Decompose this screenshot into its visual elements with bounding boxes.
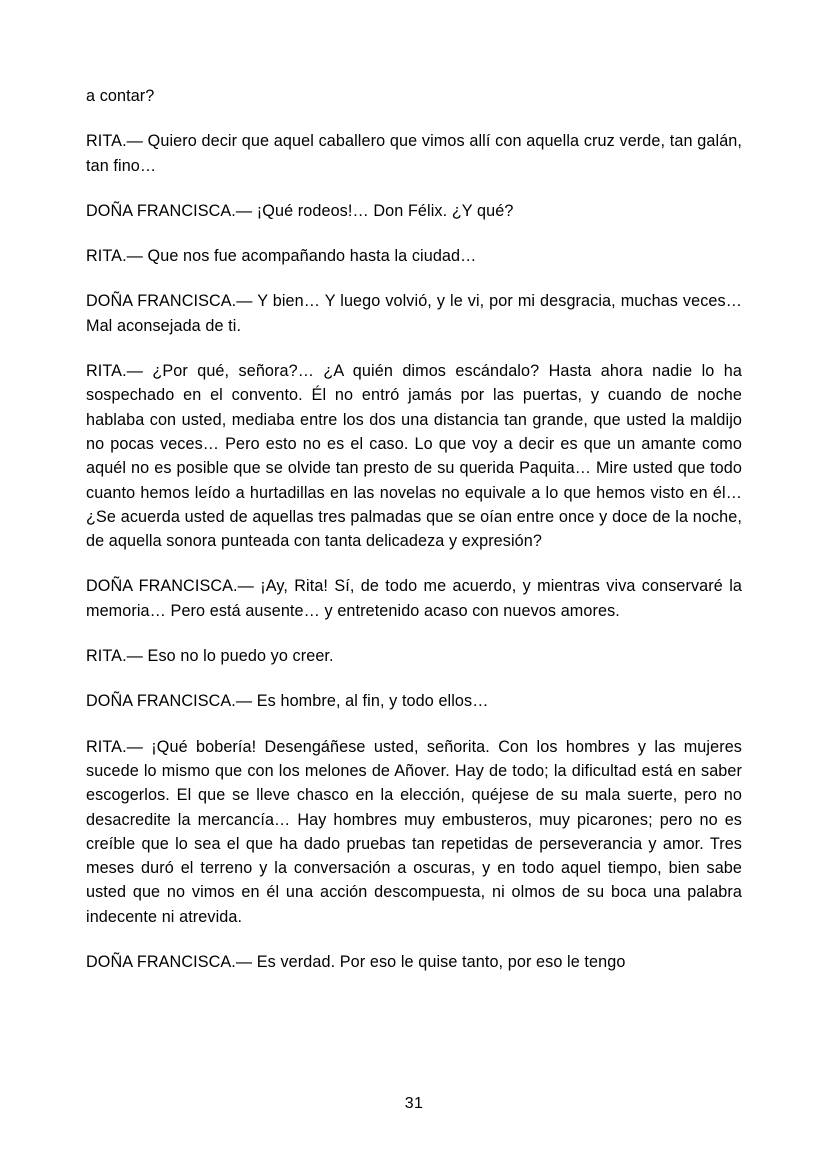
paragraph: DOÑA FRANCISCA.— Es hombre, al fin, y todo ellos… [86, 692, 489, 711]
paragraph: DOÑA FRANCISCA.— Es verdad. Por eso le quise tanto, por eso le tengo [86, 953, 626, 972]
document-body [86, 84, 742, 974]
paragraph: DOÑA FRANCISCA.— ¡Ay, Rita! Sí, de todo me acuerdo, y mientras viva conservaré la memoria… Pero está ausente… y entretenido acaso con nuevos amores. [86, 577, 742, 620]
paragraph: DOÑA FRANCISCA.— Y bien… Y luego volvió, y le vi, por mi desgracia, muchas veces… Mal aconsejada de ti. [86, 292, 742, 335]
paragraph: RITA.— Quiero decir que aquel caballero que vimos allí con aquella cruz verde, tan galán, tan fino… [86, 132, 742, 175]
paragraph: RITA.— Que nos fue acompañando hasta la ciudad… [86, 247, 477, 266]
paragraph: a contar? [86, 87, 155, 105]
page-number: 31 [404, 1095, 424, 1112]
paragraph: RITA.— Eso no lo puedo yo creer. [86, 647, 334, 666]
paragraph: DOÑA FRANCISCA.— ¡Qué rodeos!… Don Félix. ¿Y qué? [86, 201, 514, 220]
paragraph: RITA.— ¡Qué bobería! Desengáñese usted, señorita. Con los hombres y las mujeres sucede lo mismo que con los melones de Añover. Hay de todo; la dificultad está en saber escogerlos. El que se lleve chasco en la elección, quéjese de su mala suerte, pero no desacredite la mercancía… Hay hombres muy embusteros, muy picarones; pero no es creíble que lo sea el que ha dado pruebas tan repetidas de perseverancia y amor. Tres meses duró el terreno y la conversación a oscuras, y en todo aquel tiempo, bien sabe usted que no vimos en él una acción descompuesta, ni olmos de su boca una palabra indecente ni atrevida. [86, 737, 742, 926]
paragraph: RITA.— ¿Por qué, señora?… ¿A quién dimos escándalo? Hasta ahora nadie lo ha sospechado en el convento. Él no entró jamás por las puertas, y cuando de noche hablaba con usted, mediaba entre los dos una distancia tan grande, que usted la maldijo no pocas veces… Pero esto no es el caso. Lo que voy a decir es que un amante como aquél no es posible que se olvide tan presto de su querida Paquita… Mire usted que todo cuanto hemos leído a hurtadillas en las novelas no equivale a lo que hemos visto en él… ¿Se acuerda usted de aquellas tres palmadas que se oían entre once y doce de la noche, de aquella sonora punteada con tanta delicadeza y expresión? [86, 362, 742, 551]
